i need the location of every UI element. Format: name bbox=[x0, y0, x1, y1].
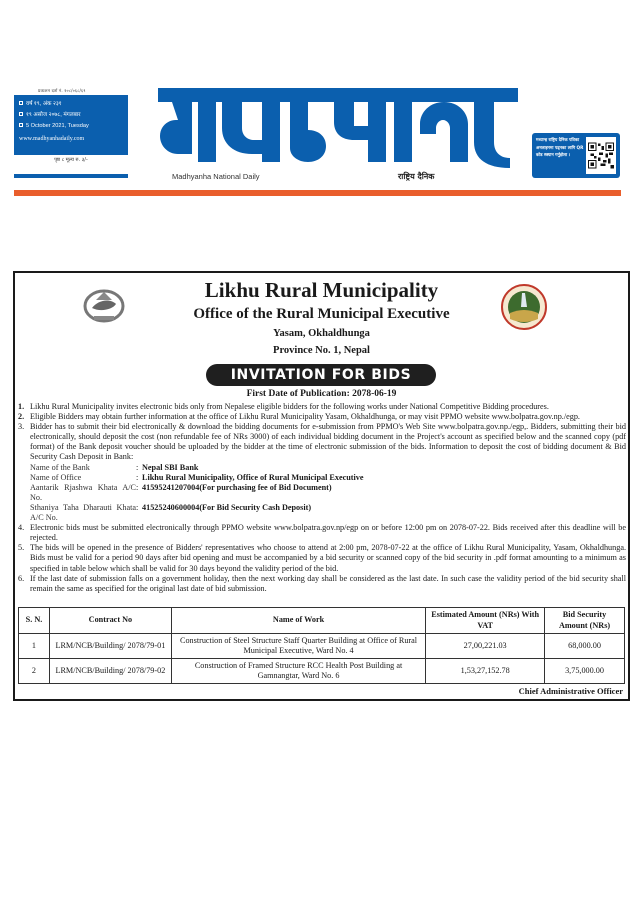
invitation-banner: INVITATION FOR BIDS bbox=[206, 364, 436, 386]
notice-item-3: 3. Bidder has to submit their bid electronically & download the bidding documents for e-submission from PPMO's Web Site www.bolpatra.gov.np./egp,. Bidders, submitting their bid electronically, should deposit the cost (non refundable fee of NRs 3000) of each individual bidding document in the Project's account as specified below and the scanned copy (pdf format) of the Bank deposit voucher should be uploaded by the bidder at the time of electronic submission of the bids. Information to deposit the cost of bidding document & Bid Security Cash Deposit in Bank: Name of the Bank : Nepal SBI Bank Name of Office : Likhu Rural Municipality, Office of Rural Municipal Executive Aantarik Rjashwa Khata A/C No. : 41595241207004(For purchasing fee of Bid Document) Sthaniya Taha Dharauti Khata A/C No. : 41525240600004(For Bid Security Cash Deposit) bbox=[18, 422, 626, 523]
bank-label: Name of the Bank bbox=[30, 462, 90, 472]
website-link[interactable]: www.madhyanhadaily.com bbox=[19, 135, 85, 142]
cell-sn: 2 bbox=[19, 659, 50, 684]
bank-details: Name of the Bank : Nepal SBI Bank Name of Office : Likhu Rural Municipality, Office of Rural Municipal Executive Aantarik Rjashwa Khata A/C No. : 41595241207004(For purchasing fee of Bid Document) Sthaniya Taha Dharauti Khata A/C No. : 41525240600004(For Bid Security Cash Deposit) bbox=[30, 463, 626, 524]
bullet-icon bbox=[19, 112, 23, 116]
bullet-icon bbox=[19, 101, 23, 105]
cell-estimated-amount: 27,00,221.03 bbox=[426, 634, 545, 659]
office-label: Name of Office bbox=[30, 472, 82, 482]
madhyanha-logo-icon bbox=[158, 84, 518, 170]
office-value: Likhu Rural Municipality, Office of Rural Municipal Executive bbox=[142, 472, 364, 482]
cell-name-of-work: Construction of Steel Structure Staff Quarter Building at Office of Rural Municipal Executive, Ward No. 4 bbox=[171, 634, 425, 659]
table-row bbox=[19, 634, 625, 659]
deposit-account-label: Sthaniya Taha Dharauti Khata A/C No. bbox=[30, 502, 136, 523]
notice-item-5: 5. The bids will be opened in the presence of Bidders' representatives who choose to attend at 2:00 pm, 2078-07-22 at the office of Likhu Rural Municipality, Yasam, Okhaldhunga. Bids must be valid for a period 90 days after bid opening and must be accompanied by a bid security or scanned copy of the bid security in .pdf format amounting to a minimum as specified in table below which shall be valid for 30 days beyond the validity period of the bid. bbox=[18, 543, 626, 573]
col-sn: S. N. bbox=[19, 608, 50, 634]
notice-province: Province No. 1, Nepal bbox=[273, 345, 370, 356]
newspaper-logo bbox=[158, 84, 518, 170]
qr-promo-box bbox=[532, 133, 620, 178]
tagline-english: Madhyanha National Daily bbox=[172, 172, 260, 181]
masthead-divider bbox=[14, 190, 621, 196]
revenue-account-value: 41595241207004(For purchasing fee of Bid Document) bbox=[142, 482, 332, 492]
notice-title: Likhu Rural Municipality bbox=[204, 278, 439, 302]
cell-name-of-work: Construction of Framed Structure RCC Health Post Building at Gamnangtar, Ward No. 6 bbox=[171, 659, 425, 684]
page-price: पृष्ठ ८ मूल्य रु. ३/- bbox=[54, 157, 88, 163]
publication-date: First Date of Publication: 2078-06-19 bbox=[246, 389, 397, 399]
notice-subtitle: Office of the Rural Municipal Executive bbox=[193, 306, 450, 322]
cell-estimated-amount: 1,53,27,152.78 bbox=[426, 659, 545, 684]
issue-date-english: 5 October 2021, Tuesday bbox=[19, 121, 123, 132]
cell-bid-security: 68,000.00 bbox=[545, 634, 625, 659]
deposit-account-value: 41525240600004(For Bid Security Cash Deposit) bbox=[142, 502, 312, 512]
qr-promo-text: मध्यान्ह राष्ट्रिय दैनिक पत्रिका अनलाइनमा पढ्नका लागि QR कोड स्क्यान गर्नुहोला । bbox=[536, 137, 584, 158]
registration-number: प्रकाशन दर्ता नं. १०८/०६८/६९ bbox=[38, 88, 86, 93]
notice-body bbox=[18, 402, 626, 594]
col-name-of-work: Name of Work bbox=[171, 608, 425, 634]
issue-info-box bbox=[14, 95, 128, 155]
issue-volume: वर्ष १९, अंक २३१ bbox=[19, 99, 123, 110]
cell-sn: 1 bbox=[19, 634, 50, 659]
issue-date-nepali: १९ असोज २०७८, मंगलबार bbox=[19, 110, 123, 121]
col-estimated-amount: Estimated Amount (NRs) With VAT bbox=[426, 608, 545, 634]
cell-bid-security: 3,75,000.00 bbox=[545, 659, 625, 684]
col-contract-no: Contract No bbox=[49, 608, 171, 634]
qr-code-icon[interactable] bbox=[586, 137, 616, 174]
bullet-icon bbox=[19, 123, 23, 127]
info-underline bbox=[14, 174, 128, 178]
revenue-account-label: Aantarik Rjashwa Khata A/C No. bbox=[30, 482, 136, 502]
bid-table bbox=[18, 607, 625, 684]
bank-value: Nepal SBI Bank bbox=[142, 462, 199, 472]
tagline-nepali: राष्ट्रिय दैनिक bbox=[398, 172, 435, 181]
notice-address: Yasam, Okhaldhunga bbox=[273, 328, 370, 339]
notice-item-1: 1. Likhu Rural Municipality invites electronic bids only from Nepalese eligible bidders for the following works under National Competitive Bidding procedures. bbox=[18, 402, 549, 411]
notice-item-4: 4. Electronic bids must be submitted electronically through PPMO website www.bolpatra.gov.np/egp on or before 12:00 pm on 2078-07-22. Bids received after this deadline will be rejected. bbox=[18, 523, 626, 543]
notice-item-6: 6. If the last date of submission falls on a government holiday, then the next working day shall be considered as the last date. In such case the validity period of the bid security shall remain the same as specified for the original last date of bid submission. bbox=[18, 573, 626, 593]
table-header-row bbox=[19, 608, 625, 634]
table-row bbox=[19, 659, 625, 684]
cell-contract-no: LRM/NCB/Building/ 2078/79-01 bbox=[49, 634, 171, 659]
col-bid-security: Bid Security Amount (NRs) bbox=[545, 608, 625, 634]
signatory-title: Chief Administrative Officer bbox=[518, 686, 623, 696]
cell-contract-no: LRM/NCB/Building/ 2078/79-02 bbox=[49, 659, 171, 684]
notice-item-2: 2. Eligible Bidders may obtain further information at the office of Likhu Rural Municipality Yasam, Okhaldhunga, or may visit PPMO website www.bolpatra.gov.np./egp. bbox=[18, 412, 580, 422]
